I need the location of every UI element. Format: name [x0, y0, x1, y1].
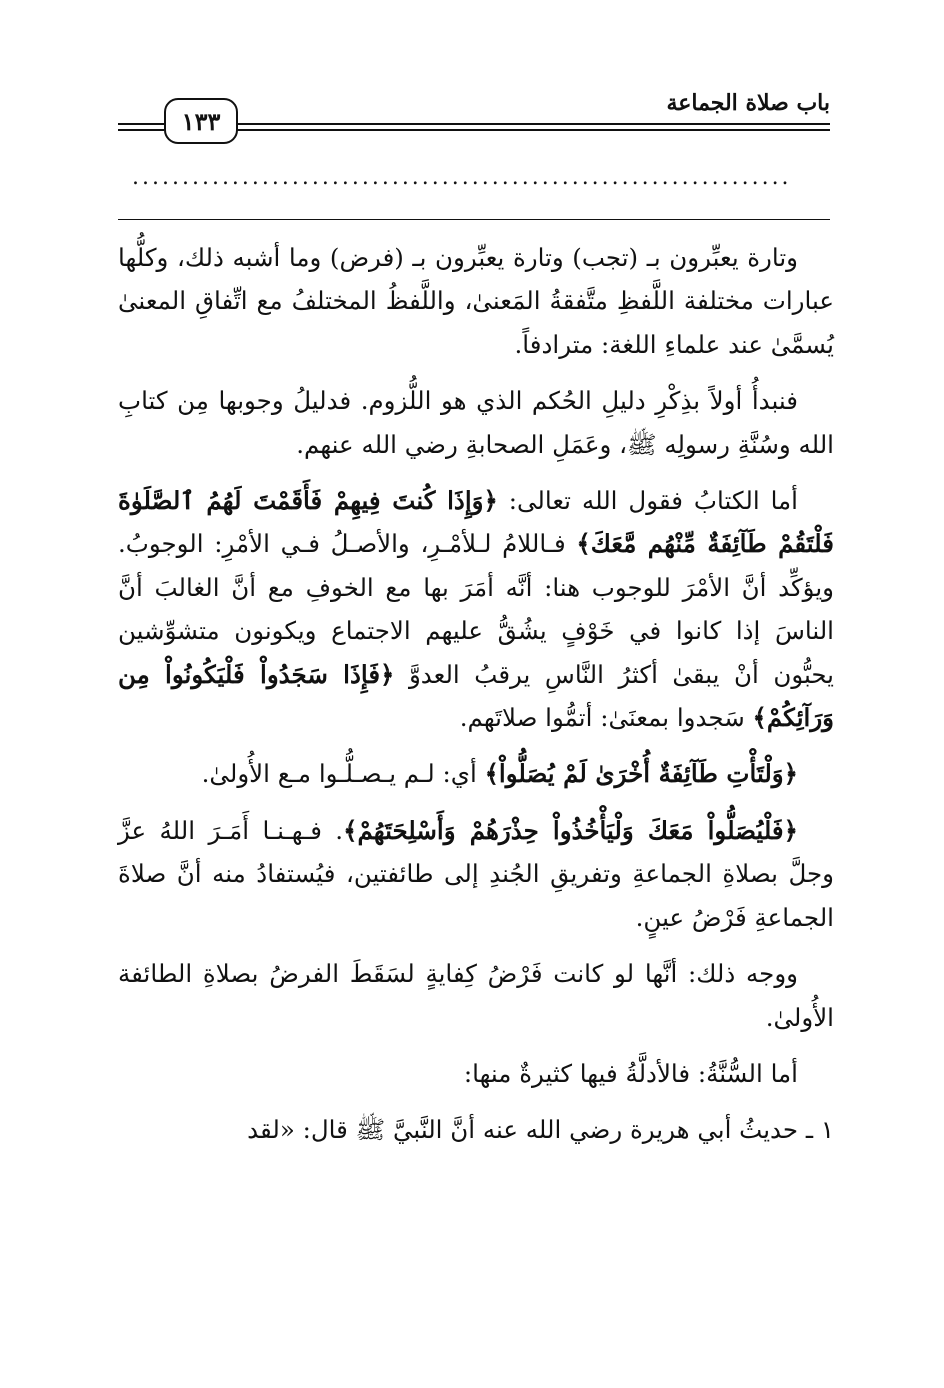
running-title: باب صلاة الجماعة [666, 90, 830, 116]
body-text [118, 236, 834, 1165]
text-segment: ١ ـ حديثُ أبي هريرة رضي الله عنه أنَّ النَّبيَّ ﷺ قال: «لقد [247, 1115, 834, 1145]
page-header [118, 86, 830, 146]
quran-verse: ﴿فَإِذَا سَجَدُواْ فَلْيَكُونُواْ مِن وَرَآئِكُمْ﴾ [118, 659, 834, 733]
separator-rule [118, 219, 830, 220]
header-double-rule-right [234, 123, 830, 131]
paragraph [118, 379, 834, 466]
header-double-rule-left [118, 123, 164, 131]
text-segment: ووجه ذلك: أنَّها لو كانت فَرْضُ كِفايةٍ لسَقَطَ الفرضُ بصلاةِ الطائفة الأُولىٰ. [118, 959, 834, 1032]
paragraph [118, 236, 834, 366]
text-segment: فنبدأُ أولاً بذِكْرِ دليلِ الحُكم الذي هو اللُّزوم. فدليلُ وجوبها مِن كتابِ الله وسُنَّةِ رسولِه ﷺ، وعَمَلِ الصحابةِ رضي الله عنهم. [118, 386, 834, 459]
text-segment: أما السُّنَّةُ: فالأدلَّةُ فيها كثيرةٌ منها: [463, 1058, 798, 1088]
paragraph [118, 479, 834, 739]
quran-verse: ﴿فَلْيُصَلُّواْ مَعَكَ وَلْيَأْخُذُواْ حِذْرَهُمْ وَأَسْلِحَتَهُمْ﴾ [343, 815, 798, 845]
paragraph [118, 809, 834, 939]
text-segment: . فـهـنـا أَمَـرَ اللهُ عزَّ وجلَّ بصلاةِ الجماعةِ وتفريقِ الجُندِ إلى طائفتين، فيُستفادُ منه أنَّ صلاةَ الجماعةِ فَرْضُ عينٍ. [118, 815, 834, 932]
text-segment: فـاللامُ لـلأمْـرِ، والأصـلُ فـي الأمْرِ: الوجوبُ. ويؤكِّد أنَّ الأمْرَ للوجوب هنا: أنَّه أمَرَ بها مع الخوفِ مع أنَّ الغالبَ أنَّ الناسَ إذا كانوا في خَوْفٍ يشُقُّ عليهم الاجتماع ويكونون متشوِّشين يحبُّون أنْ يبقىٰ أكثرُ النَّاسِ يرقبُ العدوَّ [118, 529, 835, 689]
paragraph [118, 952, 834, 1039]
text-segment: وتارة يعبِّرون بـ (تجب) وتارة يعبِّرون بـ (فرض) وما أشبه ذلك، وكلُّها عبارات مختلفة اللَّفظِ متَّفقةُ المَعنىٰ، واللَّفظُ المختلفُ مع اتِّفاقِ المعنىٰ يُسمَّىٰ عند علماءِ اللغة: مترادفاً. [118, 243, 834, 359]
paragraph [118, 1108, 834, 1151]
paragraph [118, 752, 834, 795]
text-segment: أي: لـم يـصـلُّـوا مـع الأُولىٰ. [201, 759, 485, 789]
page-number-frame [164, 98, 238, 144]
text-segment: سَجدوا بمعنَىٰ: أتمُّوا صلاتَهم. [459, 703, 753, 733]
paragraph [118, 1052, 834, 1095]
footnote-dotted-line: .................................................................. [132, 168, 792, 188]
quran-verse: ﴿وَإِذَا كُنتَ فِيهِمْ فَأَقَمْتَ لَهُمُ ٱلصَّلَوٰةَ فَلْتَقُمْ طَآئِفَةٌ مِّنْهُم مَّعَكَ﴾ [118, 486, 834, 559]
quran-verse: ﴿وَلْتَأْتِ طَآئِفَةٌ أُخْرَىٰ لَمْ يُصَلُّواْ﴾ [484, 759, 798, 789]
text-segment: أما الكتابُ فقول الله تعالى: [497, 486, 798, 516]
page-number: ١٣٣ [181, 106, 221, 136]
